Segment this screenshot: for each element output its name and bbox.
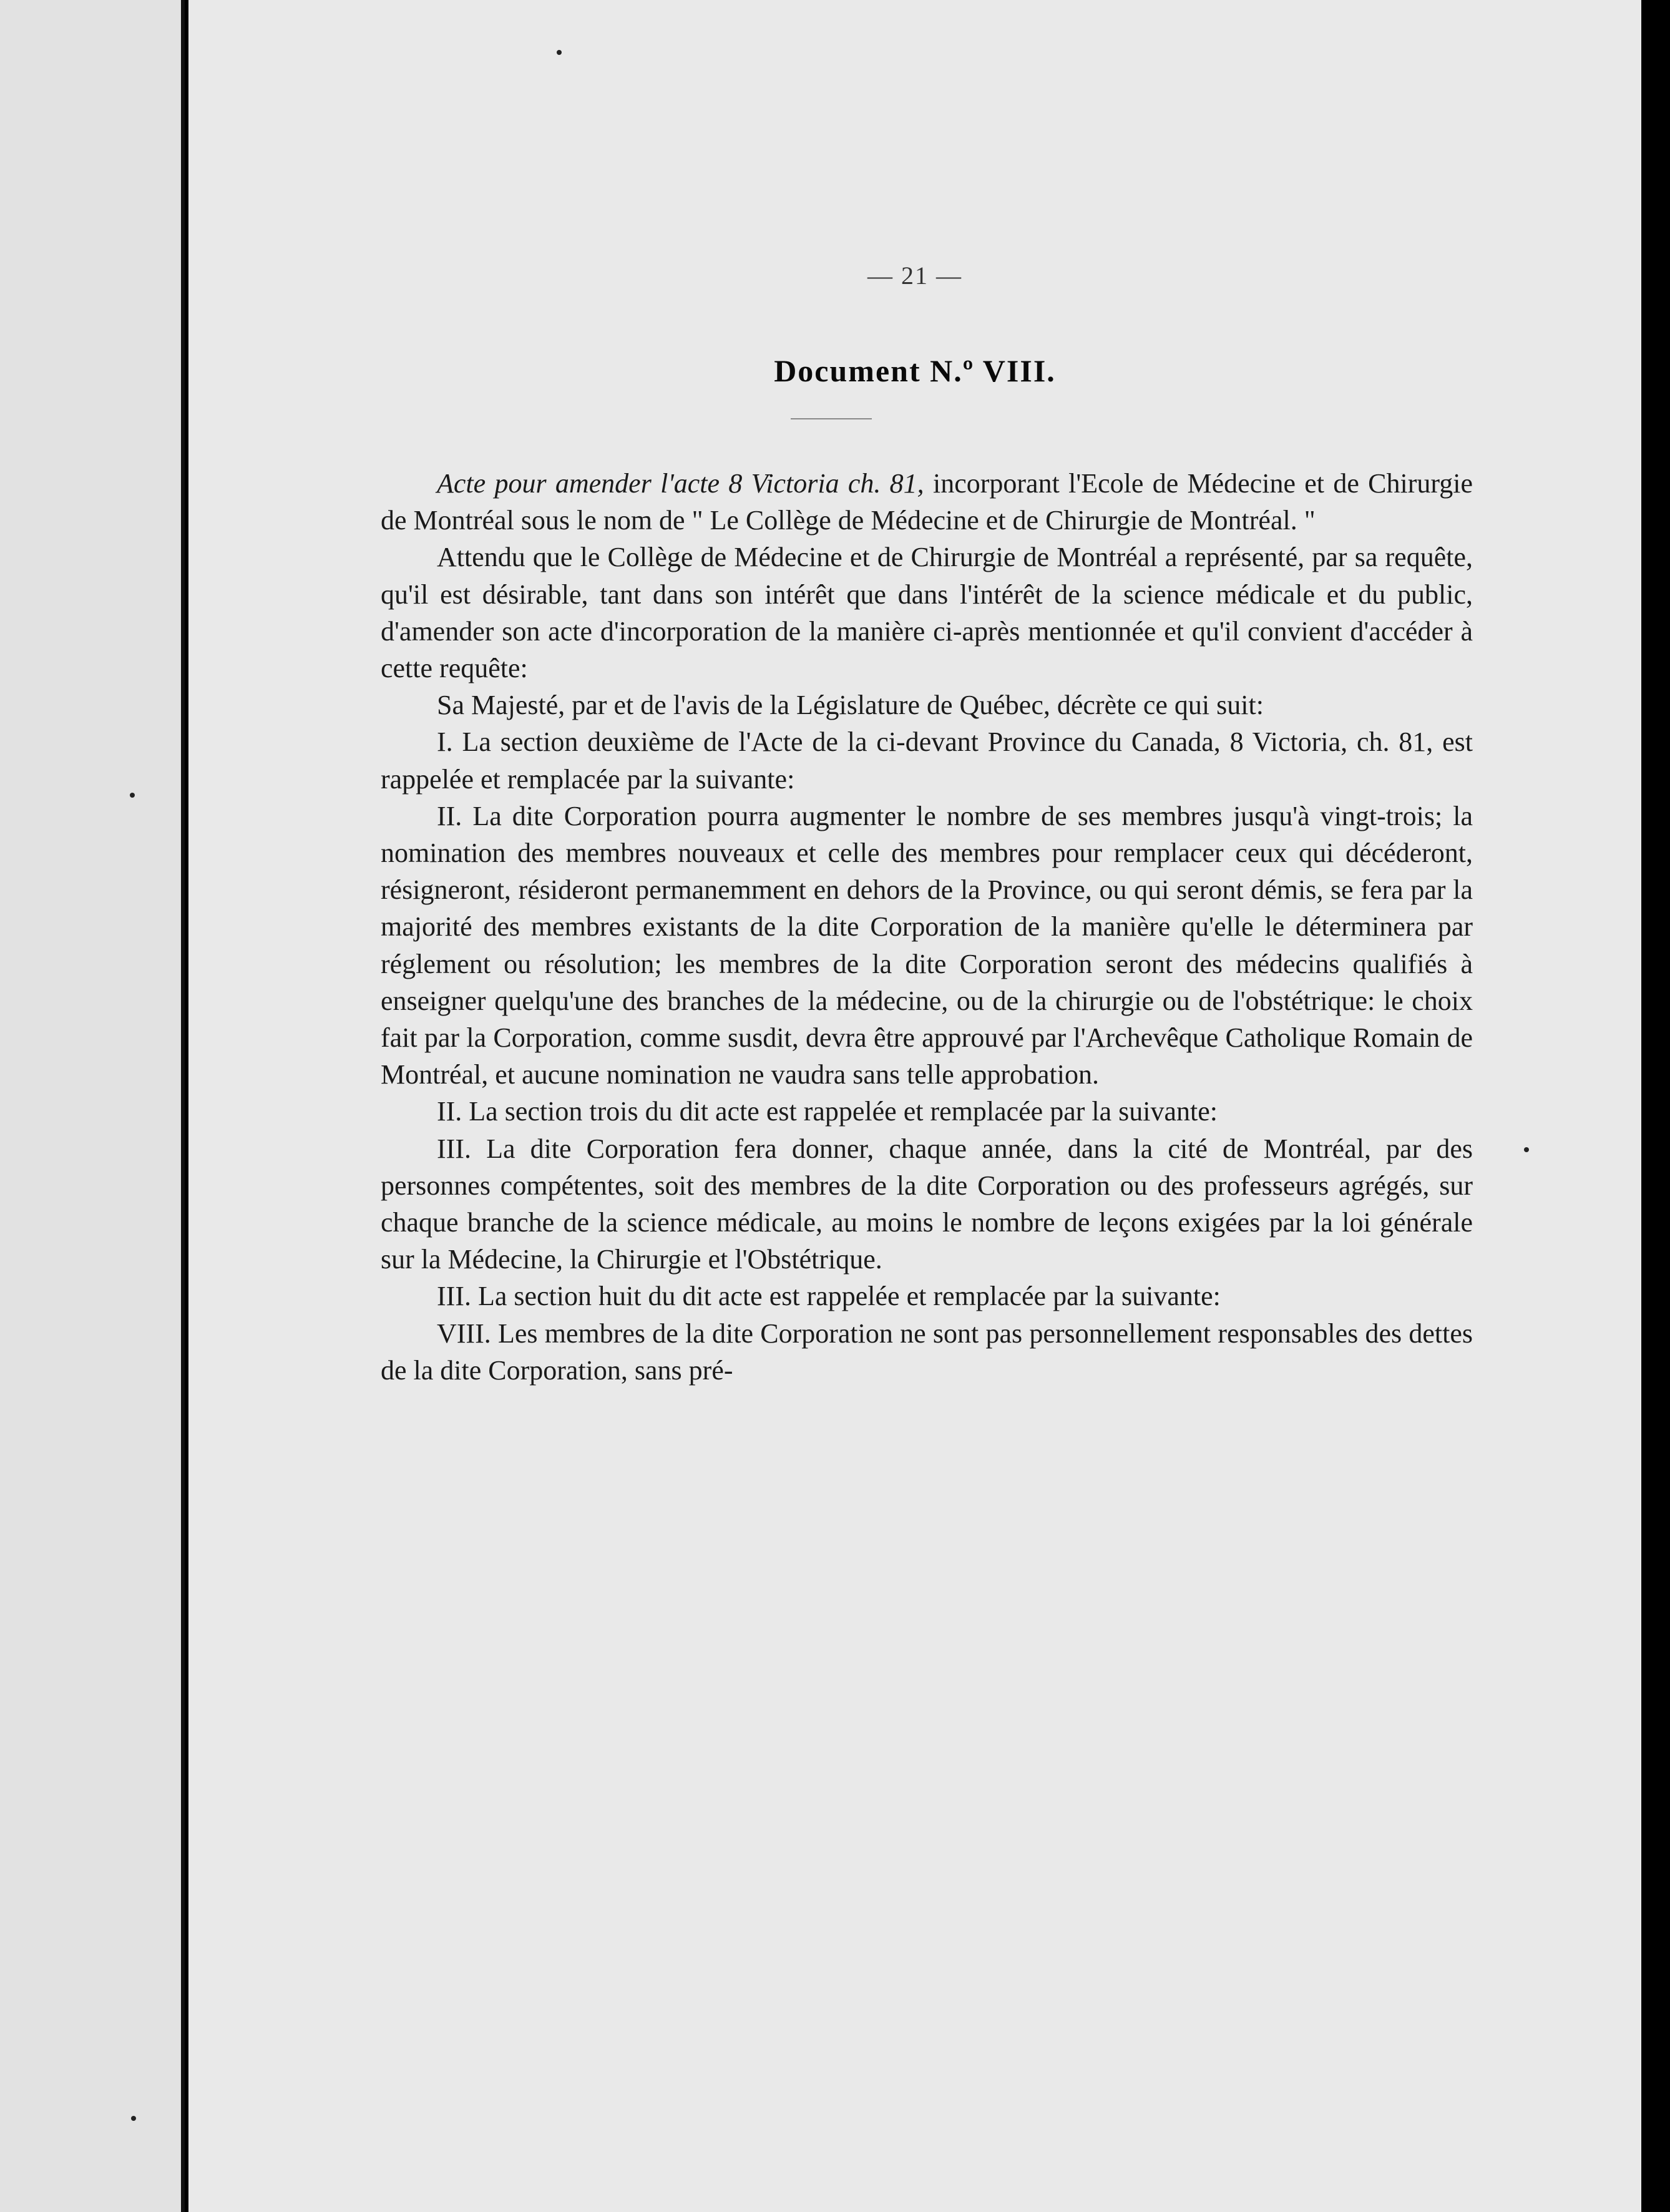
page-number: — 21 — [867,262,962,290]
paragraph: Attendu que le Collège de Médecine et de Chirurgie de Montréal a représenté, par sa requête, qu'il est désirable, tant dans son intérêt que dans l'intérêt de la science médicale et du public, d'amender son acte d'incorporation de la manière ci-après mentionnée et qu'il convient d'accéder à cette requête: [381,542,1473,684]
paragraph: I. La section deuxième de l'Acte de la ci-devant Province du Canada, 8 Victoria, ch. 81, est rappelée et remplacée par la suivante: [381,727,1473,795]
ink-speck [557,50,562,55]
document-heading: Document N.º VIII. [774,353,1056,388]
paragraph: VIII. Les membres de la dite Corporation ne sont pas personnellement responsables des dettes de la dite Corporation, sans pré- [381,1318,1473,1386]
paragraph: III. La section huit du dit acte est rappelée et remplacée par la suivante: [437,1281,1221,1312]
ink-speck [1524,1147,1529,1152]
paragraph: III. La dite Corporation fera donner, chaque année, dans la cité de Montréal, par des personnes compétentes, soit des membres de la dite Corporation ou des professeurs agrégés, sur chaque branche de la science médicale, au moins le nombre de leçons exigées par la loi générale sur la Médecine, la Chirurgie et l'Obstétrique. [381,1133,1473,1275]
act-title: Acte pour amender l'acte 8 Victoria ch. 81, [437,468,924,499]
paragraph: Sa Majesté, par et de l'avis de la Législature de Québec, décrète ce qui suit: [437,690,1264,721]
body-text [381,465,1473,1389]
heading-rule [791,418,872,419]
ink-speck [131,2116,136,2121]
ink-speck [130,793,135,798]
document-page [188,0,1641,2212]
scan-border [1641,0,1670,2212]
act-title-rest: incorporant l'Ecole de Médecine et de Chirurgie de Montréal sous le nom de " Le Collège de Médecine et de Chirurgie de Montréal. " [381,468,1473,536]
paragraph-title [381,465,1473,539]
paragraph: II. La dite Corporation pourra augmenter le nombre de ses membres jusqu'à vingt-trois; la nomination des membres nouveaux et celle des membres pour remplacer ceux qui décéderont, résigneront, résideront permanemment en dehors de la Province, ou qui seront démis, se fera par la majorité des membres existants de la dite Corporation de la manière qu'elle le déterminera par réglement ou résolution; les membres de la dite Corporation seront des médecins qualifiés à enseigner quelqu'une des branches de la médecine, ou de la chirurgie ou de l'obstétrique: le choix fait par la Corporation, comme susdit, devra être approuvé par l'Archevêque Catholique Romain de Montréal, et aucune nomination ne vaudra sans telle approbation. [381,800,1473,1090]
paragraph: II. La section trois du dit acte est rappelée et remplacée par la suivante: [437,1096,1218,1127]
left-page-edge [0,0,185,2212]
